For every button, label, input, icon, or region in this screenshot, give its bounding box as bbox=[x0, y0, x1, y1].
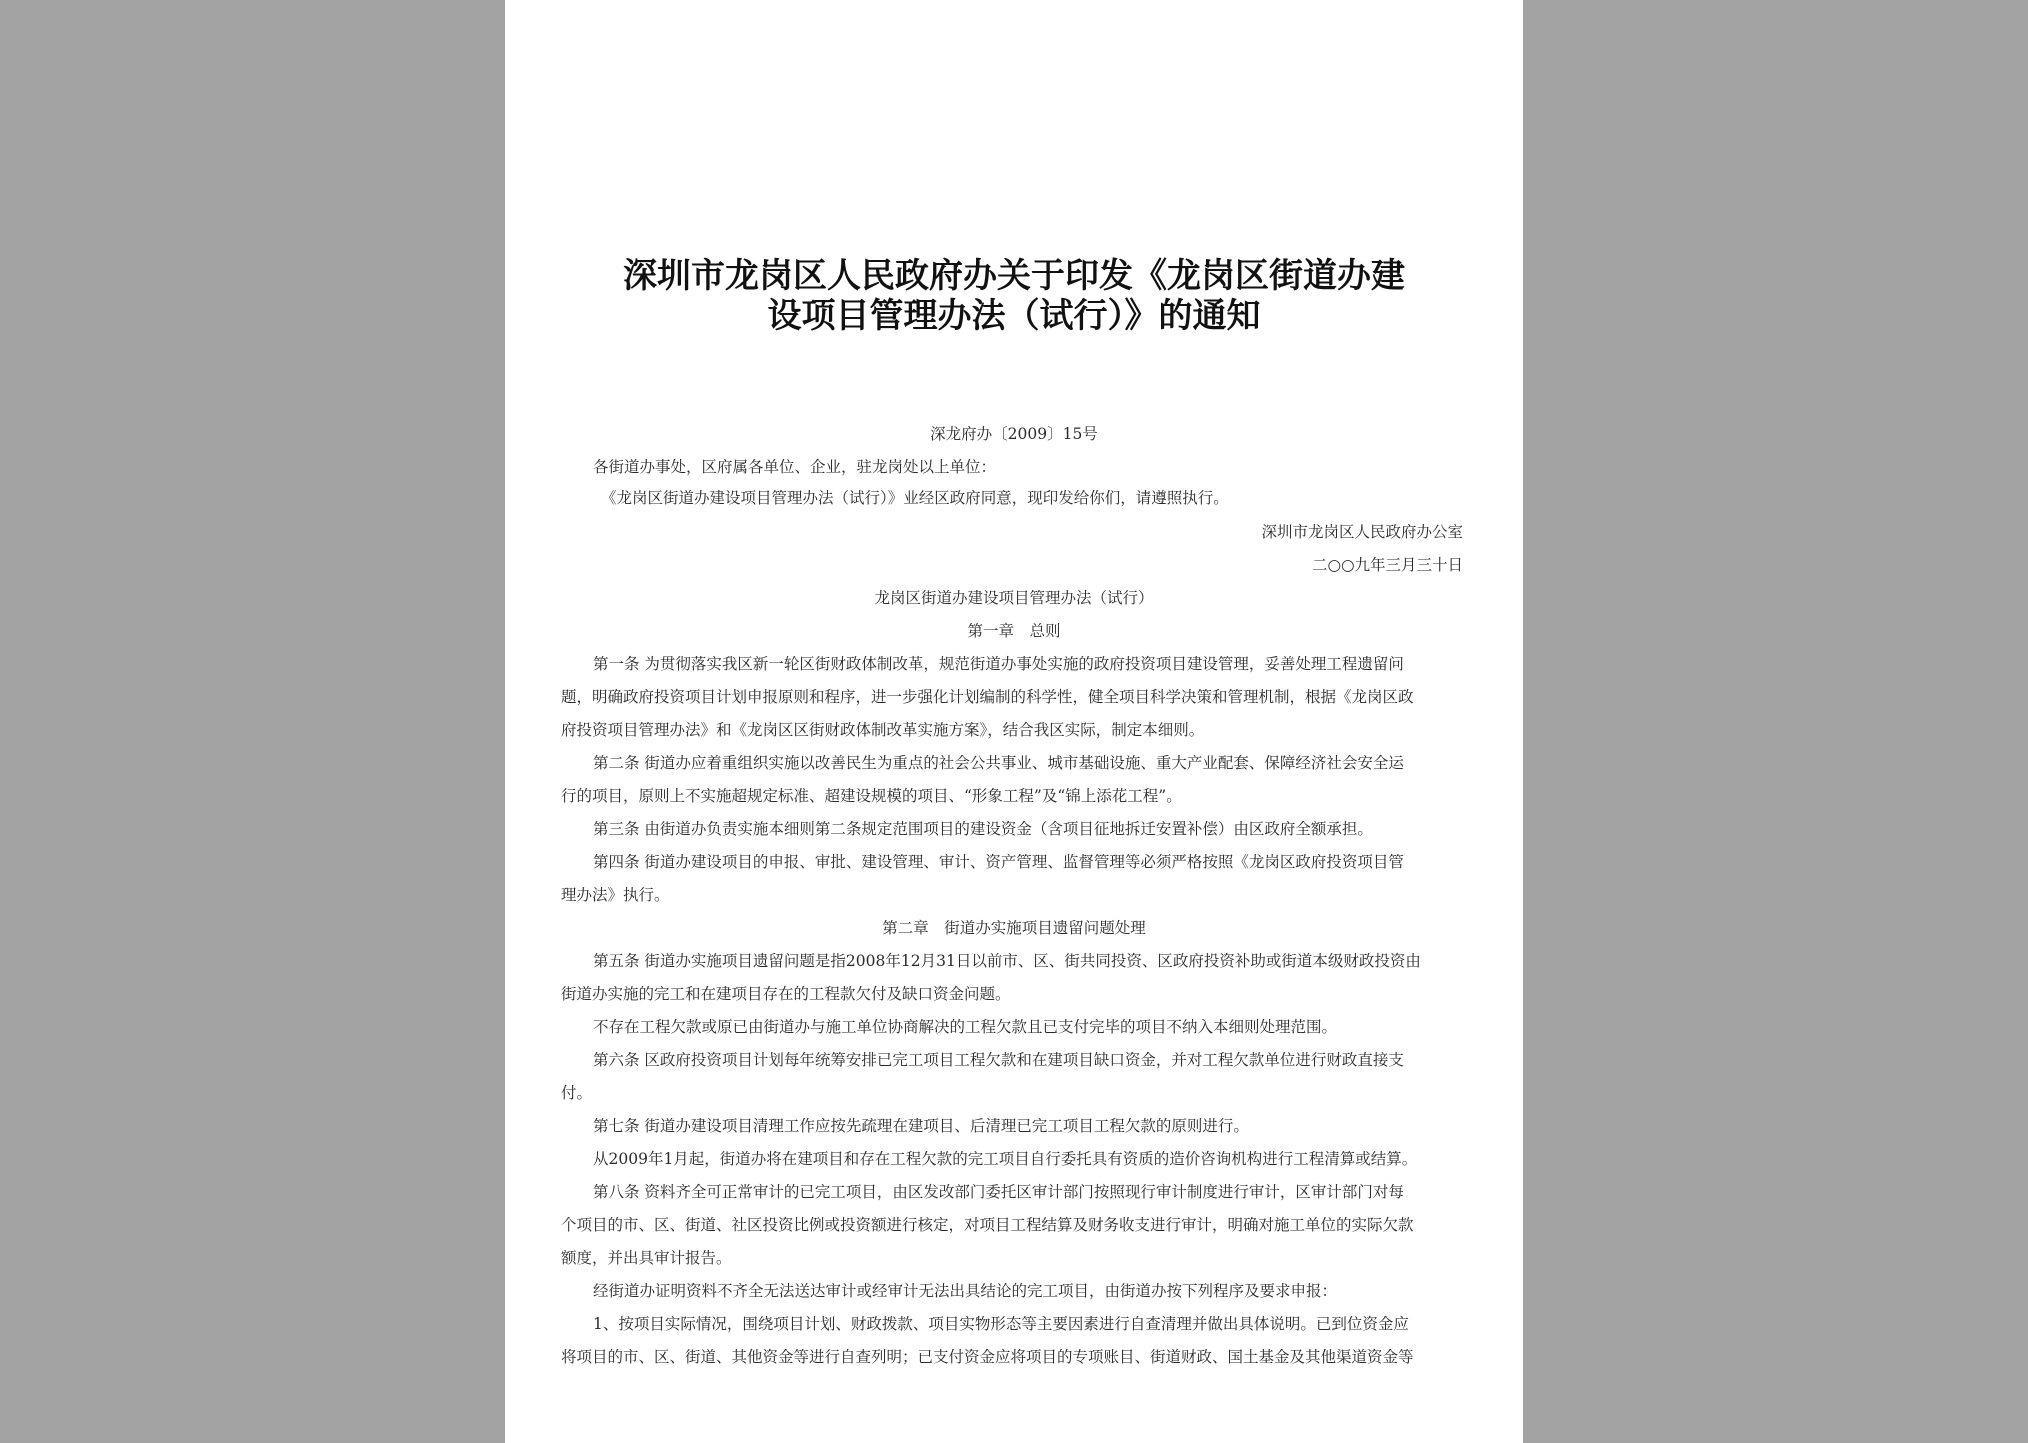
recipients: 各街道办事处，区府属各单位、企业，驻龙岗处以上单位： bbox=[593, 458, 997, 476]
title-line-2: 设项目管理办法（试行）》的通知 bbox=[767, 296, 1261, 336]
paragraph-line: 街道办实施的完工和在建项目存在的工程款欠付及缺口资金问题。 bbox=[561, 985, 1011, 1003]
paragraph-line: 第八条 资料齐全可正常审计的已完工项目，由区发改部门委托区审计部门按照现行审计制度进行审计，区审计部门对每 bbox=[593, 1183, 1404, 1201]
paragraph-line: 第七条 街道办建设项目清理工作应按先疏理在建项目、后清理已完工项目工程欠款的原则进行。 bbox=[593, 1117, 1249, 1135]
paragraph-line: 理办法》执行。 bbox=[561, 886, 670, 904]
paragraph-line: 付。 bbox=[561, 1084, 593, 1102]
title-line-1: 深圳市龙岗区人民政府办关于印发《龙岗区街道办建 bbox=[623, 256, 1405, 296]
paragraph-line: 第一条 为贯彻落实我区新一轮区街财政体制改革，规范街道办事处实施的政府投资项目建设管理，妥善处理工程遗留问 bbox=[593, 655, 1404, 673]
paragraph-line: 第五条 街道办实施项目遗留问题是指2008年12月31日以前市、区、街共同投资、区政府投资补助或街道本级财政投资由 bbox=[593, 952, 1421, 970]
paragraph-line: 个项目的市、区、街道、社区投资比例或投资额进行核定，对项目工程结算及财务收支进行审计，明确对施工单位的实际欠款 bbox=[561, 1216, 1414, 1234]
rules-title: 龙岗区街道办建设项目管理办法（试行） bbox=[874, 589, 1154, 607]
paragraph-line: 题，明确政府投资项目计划申报原则和程序，进一步强化计划编制的科学性，健全项目科学决策和管理机制，根据《龙岗区政 bbox=[561, 688, 1414, 706]
paragraph-line: 1、按项目实际情况，围绕项目计划、财政拨款、项目实物形态等主要因素进行自查清理并做出具体说明。已到位资金应 bbox=[593, 1315, 1409, 1333]
paragraph-line: 经街道办证明资料不齐全无法送达审计或经审计无法出具结论的完工项目，由街道办按下列程序及要求申报： bbox=[593, 1282, 1338, 1300]
paragraph-line: 第二条 街道办应着重组织实施以改善民生为重点的社会公共事业、城市基础设施、重大产业配套、保障经济社会安全运 bbox=[593, 754, 1404, 772]
intro-paragraph: 《龙岗区街道办建设项目管理办法（试行）》业经区政府同意，现印发给你们，请遵照执行。 bbox=[601, 489, 1229, 507]
paragraph-line: 第六条 区政府投资项目计划每年统筹安排已完工项目工程欠款和在建项目缺口资金，并对工程欠款单位进行财政直接支 bbox=[593, 1051, 1404, 1069]
paragraph-line: 第三条 由街道办负责实施本细则第二条规定范围项目的建设资金（含项目征地拆迁安置补偿）由区政府全额承担。 bbox=[593, 820, 1373, 838]
paragraph-line: 将项目的市、区、街道、其他资金等进行自查列明；已支付资金应将项目的专项账目、街道财政、国土基金及其他渠道资金等 bbox=[561, 1348, 1414, 1366]
issue-date: 二○○九年三月三十日 bbox=[1311, 556, 1463, 574]
doc-number: 深龙府办〔2009〕15号 bbox=[930, 425, 1098, 443]
paragraph-line: 府投资项目管理办法》和《龙岗区区街财政体制改革实施方案》，结合我区实际，制定本细则。 bbox=[561, 721, 1205, 739]
paragraph-line: 第四条 街道办建设项目的申报、审批、建设管理、审计、资产管理、监督管理等必须严格按照《龙岗区政府投资项目管 bbox=[593, 853, 1404, 871]
document-title bbox=[505, 256, 1523, 336]
issuer: 深圳市龙岗区人民政府办公室 bbox=[1261, 523, 1463, 541]
document-page bbox=[505, 0, 1523, 1443]
paragraph-line: 从2009年1月起，街道办将在建项目和存在工程欠款的完工项目自行委托具有资质的造价咨询机构进行工程清算或结算。 bbox=[593, 1150, 1418, 1168]
chapter-heading: 第一章 总则 bbox=[967, 622, 1061, 640]
chapter-heading: 第二章 街道办实施项目遗留问题处理 bbox=[882, 919, 1146, 937]
paragraph-line: 额度，并出具审计报告。 bbox=[561, 1249, 732, 1267]
paragraph-line: 不存在工程欠款或原已由街道办与施工单位协商解决的工程欠款且已支付完毕的项目不纳入本细则处理范围。 bbox=[593, 1018, 1338, 1036]
paragraph-line: 行的项目，原则上不实施超规定标准、超建设规模的项目、“形象工程”及“锦上添花工程”。 bbox=[561, 787, 1182, 805]
